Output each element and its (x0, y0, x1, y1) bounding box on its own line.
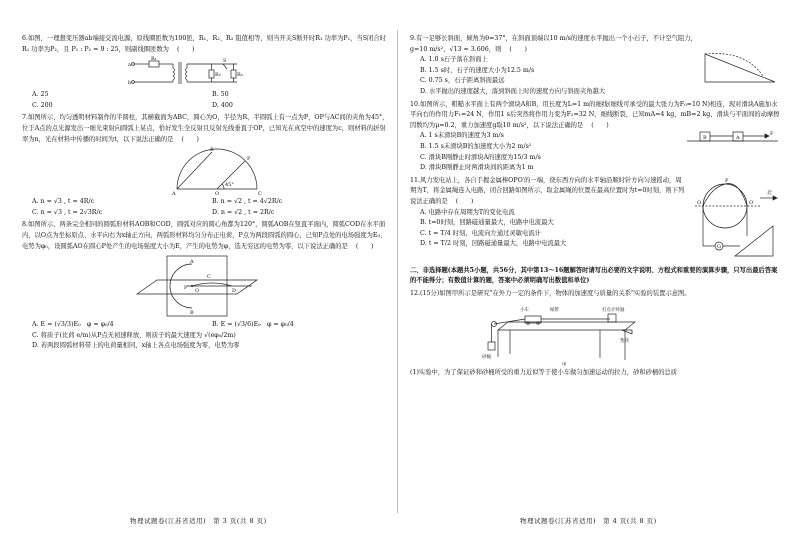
svg-text:A: A (172, 191, 176, 198)
option-b[interactable]: B. 50 (212, 91, 229, 99)
section-2-heading: 二、非选择题(本题共5小题，共56分，其中第13～16题解答时请写出必要的文字说明、方程式和重要的演算步骤，只写出最后答案的不能得分；有数值计算的题，答案中必须明确写出数值和单位) (410, 266, 778, 285)
svg-text:甲: 甲 (562, 362, 567, 368)
question-6 (22, 34, 392, 111)
svg-text:45°: 45° (225, 182, 234, 189)
svg-text:C: C (207, 274, 211, 281)
answer-paren: ( ) (355, 242, 374, 250)
svg-text:R₃: R₃ (237, 72, 243, 79)
svg-text:B: B (210, 147, 214, 154)
option-d[interactable]: D. 水平抛出的速度越大，落到斜面上时的速度方向与斜面夹角越大 (420, 87, 606, 95)
cart-experiment-figure (480, 302, 640, 368)
option-d[interactable]: D. 400 (212, 101, 233, 109)
svg-text:P: P (725, 177, 729, 184)
svg-text:北: 北 (767, 189, 773, 196)
option-c[interactable]: C. 200 (32, 101, 53, 109)
question-7-options (32, 197, 392, 218)
option-c[interactable]: C. n = √3 , t = 2√3R/c (32, 208, 103, 216)
page-footer-left: 物理试题卷(江苏省适用) 第 3 页(共 8 页) (130, 517, 267, 525)
question-8 (22, 220, 392, 352)
svg-text:S: S (223, 58, 227, 65)
answer-paren: ( ) (176, 45, 195, 53)
svg-text:A: A (190, 259, 194, 266)
answer-paren: ( ) (181, 135, 199, 143)
svg-text:O: O (195, 288, 200, 295)
svg-text:B: B (190, 310, 194, 317)
svg-text:垫块: 垫块 (620, 338, 629, 344)
question-12-sub1: (1)实验中，为了保证砂和砂桶所受的重力近似等于使小车做匀加速运动的拉力，砂和砂桶的总质 (410, 368, 678, 376)
option-d[interactable]: D. 若两段圆弧材料带上的电荷量相同，x轴上各点电场强度为零，电势为零 (32, 342, 240, 350)
option-d[interactable]: D. 滑块B刚静止时两滑块间的距离为1 m (420, 164, 534, 172)
svg-text:a: a (128, 62, 131, 69)
column-divider (397, 30, 398, 513)
svg-text:P: P (184, 285, 188, 292)
question-8-options-ab (32, 320, 392, 331)
answer-paren: ( ) (509, 45, 527, 53)
arc-charge-figure (132, 254, 262, 320)
question-8-text: 8.如图所示，两条完全相同的圆弧形材料AOB和COD，圆弧对应的圆心角都为120°，圆弧AOB在竖直平面内，圆弧COD在水平面内，以O点为坐标原点、水平向右为x轴正方向，两弧形材料均匀分布正电荷，P点为两段圆弧的圆心，已知P点处的电场强度为E₀、电势为φ₀，设圆弧AO在圆心P处产生的电场强度大小为E，产生的电势为φ，选无穷远的电势为零，以下说法正确的是 (22, 221, 387, 250)
two-blocks-figure (685, 123, 780, 145)
question-7 (22, 113, 392, 218)
svg-text:C: C (258, 191, 262, 198)
question-6-options (32, 90, 392, 111)
option-b[interactable]: B. n = √2 , t = 4√2R/c (212, 198, 283, 206)
svg-text:O: O (215, 191, 220, 198)
option-a[interactable]: A. n = √3 , t = 4R/c (32, 198, 95, 206)
transformer-circuit-figure (127, 56, 267, 90)
question-7-text: 7.如图所示，均匀透明材料制作的半圆柱，其横截面为ABC，圆心为O，半径为R，半圆弧上有一点为P，OP与AC间的夹角为45°，位于A点的点光源发出一细光束射向圆弧上某点，恰好发生全反射且反射光线垂直于OP，已知光在真空中的速度为c，则材料的折射率为n，光在材料中传播的时间为t，以下说法正确的是 (22, 114, 389, 143)
page-footer-right: 物理试题卷(江苏省适用) 第 4 页(共 8 页) (520, 517, 657, 525)
right-column (410, 34, 780, 380)
option-a[interactable]: A. 25 (32, 91, 49, 99)
svg-text:O: O (697, 199, 702, 206)
question-10 (410, 100, 780, 174)
svg-text:G: G (717, 243, 721, 250)
option-b[interactable]: B. t=0时刻，回路磁通量最大，电路中电流最大 (420, 219, 554, 227)
option-c[interactable]: C. t = T/4 时刻，电流向左通过灵敏电流计 (420, 229, 541, 237)
option-c[interactable]: C. 将质子(比荷 e/m)从P点无初速释放，则质子的最大速度为 √(eφ₀/2m) (32, 331, 236, 339)
question-9 (410, 34, 780, 98)
option-a[interactable]: A. 1 s末滑块B的速度为3 m/s (420, 132, 504, 140)
option-d[interactable]: D. n = √2 , t = 2R/c (212, 208, 275, 216)
question-11 (410, 176, 780, 264)
answer-paren: ( ) (591, 121, 609, 129)
svg-text:P: P (247, 156, 251, 163)
option-a[interactable]: A. E = (√3/3)E₀ φ = φ₀/4 (32, 321, 114, 329)
semicircle-figure (162, 147, 272, 197)
incline-projectile-figure (700, 46, 780, 86)
option-c[interactable]: C. 0.75 s，石子距离斜面最远 (420, 77, 505, 85)
question-12 (410, 289, 780, 378)
option-c[interactable]: C. 滑块B刚静止时滑块A的速度为15/3 m/s (420, 153, 541, 161)
option-b[interactable]: B. E = (√3/6)E₀ φ = φ₀/4 (212, 321, 294, 329)
question-11-text: 11.风力发电站上，各自手握金属棒OPO′的一端，绕东西方向的水平轴沿顺时针方向匀速摇动，周期为T，将金属绳连入电路，闭合回路如图所示，取金属绳的位置在最高位置时为t=0时刻，则下列说法正确的是 (410, 176, 685, 205)
svg-text:纸带: 纸带 (550, 307, 559, 313)
option-d[interactable]: D. t = T/2 时刻，回路磁通量最大，电路中电流最大 (420, 240, 567, 248)
svg-text:R₂: R₂ (215, 72, 221, 79)
svg-text:D: D (232, 288, 237, 295)
question-6-text: 6.如图，一理想变压器ab端接交流电源，原线圈匝数为100匝，R₁、R₂、R₃ 阻值相等，则当开关S断开时R₁ 功率为P₁，当S闭合时R₁ 功率为P₂，且 P₁ : P₂ = 9 : 25，则副线圈匝数为 (22, 35, 386, 53)
option-b[interactable]: B. 1.5 s时，石子的速度大小为12.5 m/s (420, 66, 535, 74)
left-column (22, 34, 392, 354)
svg-text:F: F (770, 131, 774, 138)
svg-text:砂桶: 砂桶 (482, 354, 491, 360)
svg-text:打点计时器: 打点计时器 (602, 307, 625, 313)
option-b[interactable]: B. 1.5 s末滑块B的加速度大小为2 m/s² (420, 142, 532, 150)
option-a[interactable]: A. 1.0 s石子落在斜面上 (420, 56, 488, 64)
svg-text:b: b (128, 80, 132, 87)
svg-text:B: B (703, 135, 707, 142)
svg-text:小车: 小车 (520, 307, 529, 313)
option-a[interactable]: A. 电路中存在周期为T的变化电流 (420, 208, 515, 216)
answer-paren: ( ) (455, 197, 474, 205)
rotating-rope-figure (685, 176, 780, 264)
question-10-text: 10.如图所示，粗糙水平面上有两个滑块A和B，用长度为L=1 m的细线(细线可承受的最大张力为F₀=10 N)相连，现对滑块A施加水平向右的作用力F₁=24 N，作用1 s后突然将作用力变为F₂=32 N，细线断裂，已知mA=4 kg，mB=2 kg，滑块与平面间的动摩擦因数均为μ=0.2，重力加速度g取10 m/s²，以下说法正确的是 (410, 100, 780, 129)
question-12-text: 12.(15分)如图甲所示是研究"在外力一定的条件下，物体的加速度与质量的关系"实验的装置示意图。 (410, 289, 691, 297)
svg-text:A: A (736, 135, 740, 142)
question-9-text: 9.有一足够长斜面，倾角为θ=37°，在斜面顶端以10 m/s的速度水平抛出一个小石子，不计空气阻力，g=10 m/s²，√13 = 3.606，则 (410, 35, 697, 53)
svg-text:R₁: R₁ (151, 56, 157, 63)
svg-text:O′: O′ (749, 199, 755, 206)
